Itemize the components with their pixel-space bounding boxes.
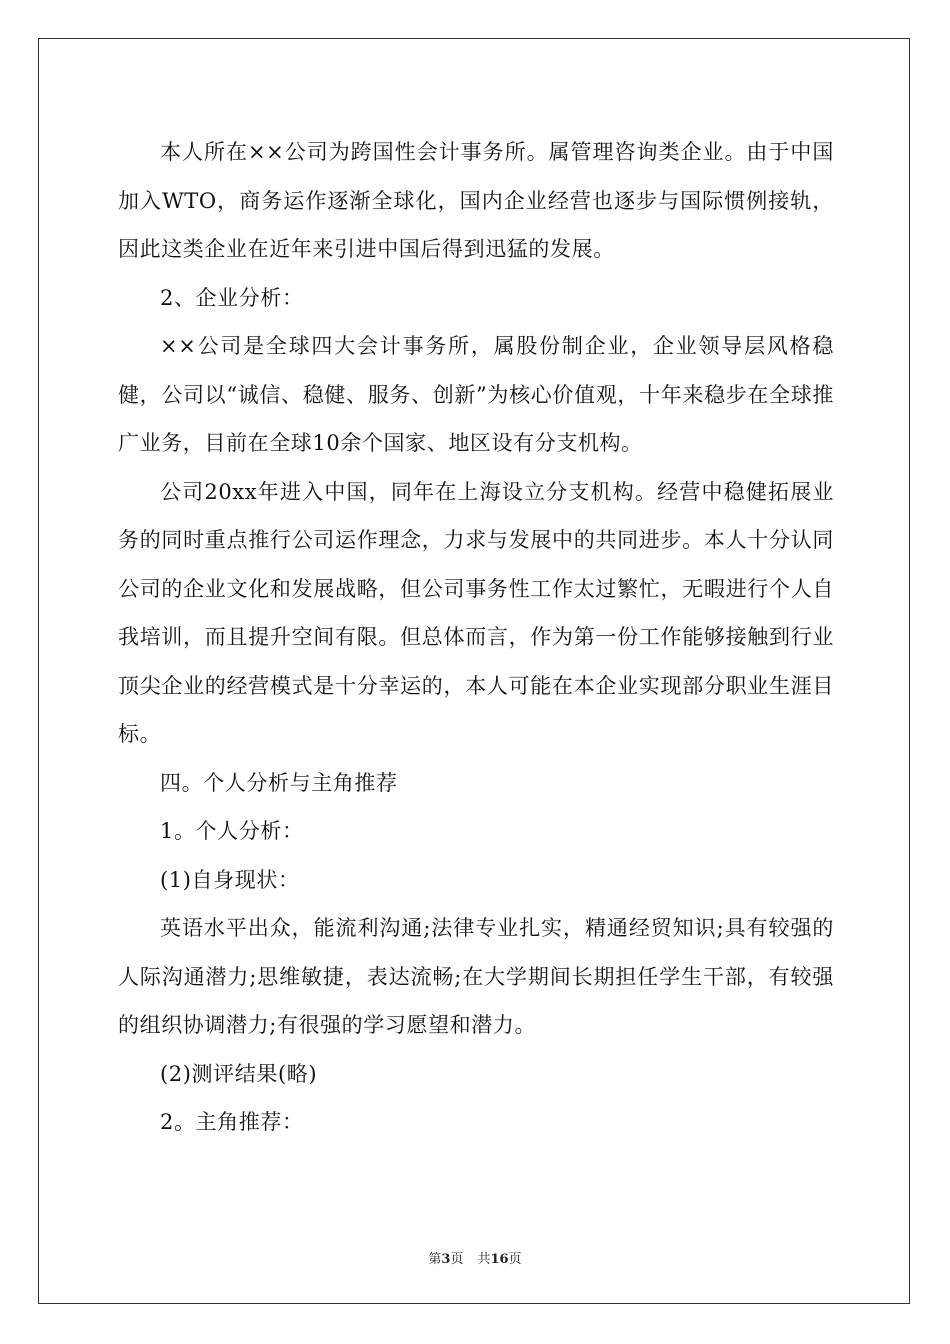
heading-personal-analysis-section: 四。个人分析与主角推荐: [160, 770, 398, 795]
footer-page-prefix: 第: [428, 1252, 442, 1267]
footer-total-pages: 16: [490, 1252, 509, 1267]
document-body: [118, 128, 834, 1147]
paragraph-enterprise-profile: ××公司是全球四大会计事务所，属股份制企业，企业领导层风格稳健，公司以“诚信、稳健、服务、创新”为核心价值观，十年来稳步在全球推广业务，目前在全球10余个国家、地区设有分支机构。: [118, 334, 834, 455]
heading-enterprise-analysis: 2、企业分析：: [160, 285, 304, 310]
heading-personal-analysis: 1。个人分析：: [160, 819, 304, 843]
paragraph-company-intro: 本人所在××公司为跨国性会计事务所。属管理咨询类企业。由于中国加入WTO，商务运作逐渐全球化，国内企业经营也逐步与国际惯例接轨，因此这类企业在近年来引进中国后得到迅猛的发展。: [118, 140, 834, 261]
heading-current-status: (1)自身现状：: [160, 867, 300, 892]
page-footer: [0, 1248, 950, 1267]
footer-page-number: 3: [441, 1252, 451, 1267]
footer-total-suffix: 页: [508, 1252, 522, 1267]
heading-assessment-result: (2)测评结果(略): [160, 1061, 318, 1086]
heading-role-recommendation: 2。主角推荐：: [160, 1110, 304, 1134]
footer-total-prefix: 共: [477, 1252, 491, 1267]
footer-page-suffix: 页: [450, 1252, 464, 1267]
paragraph-china-entry: 公司20xx年进入中国，同年在上海设立分支机构。经营中稳健拓展业务的同时重点推行公司运作理念，力求与发展中的共同进步。本人十分认同公司的企业文化和发展战略，但公司事务性工作太过繁忙，无暇进行个人自我培训，而且提升空间有限。但总体而言，作为第一份工作能够接触到行业顶尖企业的经营模式是十分幸运的，本人可能在本企业实现部分职业生涯目标。: [118, 479, 834, 746]
paragraph-self-description: 英语水平出众，能流利沟通;法律专业扎实，精通经贸知识;具有较强的人际沟通潜力;思维敏捷，表达流畅;在大学期间长期担任学生干部，有较强的组织协调潜力;有很强的学习愿望和潜力。: [118, 916, 834, 1037]
